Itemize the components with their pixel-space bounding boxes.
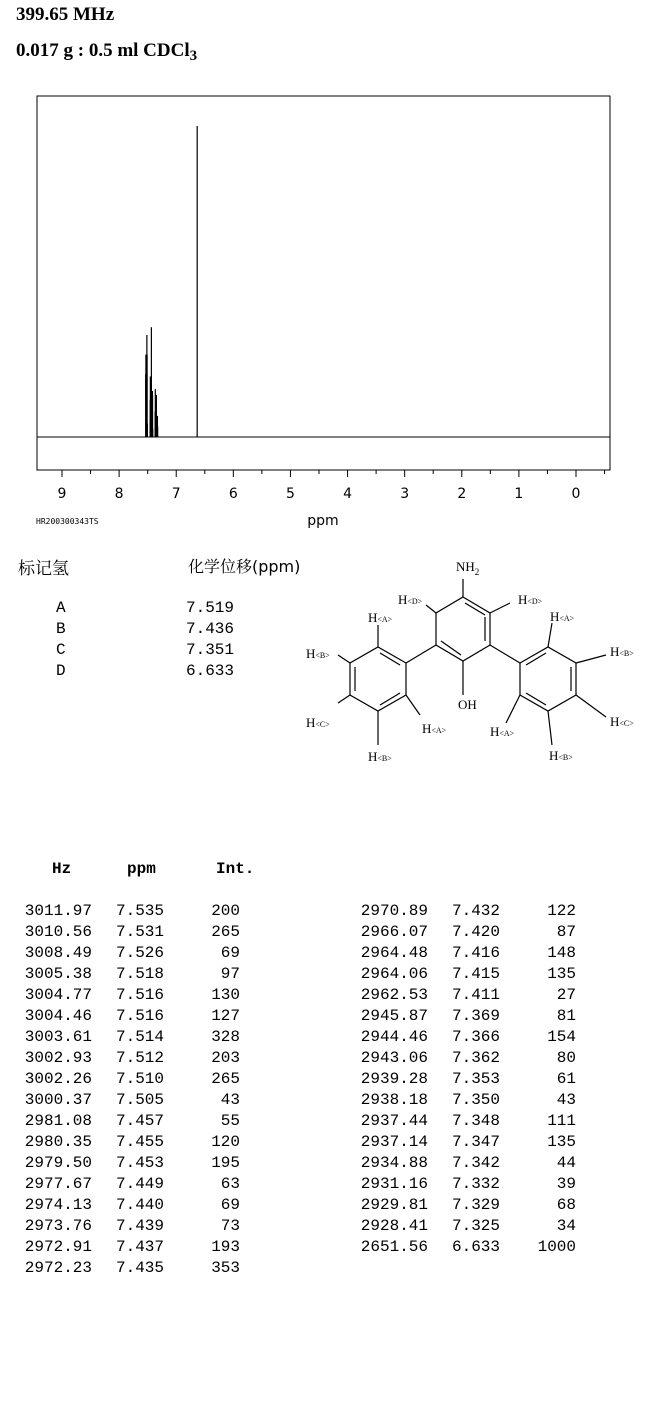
peak-int: 122 <box>547 902 576 920</box>
peak-ppm: 7.439 <box>115 1217 164 1235</box>
peak-int: 130 <box>211 986 240 1004</box>
peak-hz: 3008.49 <box>24 944 92 962</box>
h-label-a-bottom-right: H<A> <box>490 724 515 739</box>
peak-row <box>336 1006 576 1027</box>
h-label-a-top-right: H<A> <box>550 609 575 624</box>
sample-id: HR200300343TS <box>36 517 99 526</box>
peak-ppm: 7.512 <box>115 1049 164 1067</box>
peak-row <box>0 1111 240 1132</box>
peak-hz: 2943.06 <box>360 1049 428 1067</box>
peak-int: 353 <box>211 1259 240 1277</box>
assignment-row <box>56 661 234 682</box>
peak-int: 63 <box>220 1175 240 1193</box>
peak-row <box>0 1153 240 1174</box>
peak-ppm: 7.531 <box>115 923 164 941</box>
peak-int: 69 <box>220 944 240 962</box>
peak-int: 193 <box>211 1238 240 1256</box>
peak-hz: 3004.46 <box>24 1007 92 1025</box>
peak-ppm: 7.505 <box>115 1091 164 1109</box>
peak-ppm: 7.342 <box>451 1154 500 1172</box>
h-label-c-left: H<C> <box>306 715 330 730</box>
peak-row <box>336 1195 576 1216</box>
peak-hz: 2972.23 <box>24 1259 92 1277</box>
peak-int: 55 <box>220 1112 240 1130</box>
assignment-row <box>56 598 234 619</box>
peak-ppm: 7.329 <box>451 1196 500 1214</box>
peak-hz: 2945.87 <box>360 1007 428 1025</box>
sample-subscript: 3 <box>189 48 198 64</box>
peak-ppm: 7.415 <box>451 965 500 983</box>
peak-hz: 2964.06 <box>360 965 428 983</box>
peak-row <box>336 1174 576 1195</box>
molecule-structure <box>300 555 652 780</box>
peak-row <box>336 1216 576 1237</box>
h-label-d-right: H<D> <box>518 592 543 607</box>
peak-row <box>0 1069 240 1090</box>
assignment-shift: 6.633 <box>185 662 234 680</box>
peak-int: 127 <box>211 1007 240 1025</box>
peak-row <box>336 922 576 943</box>
peak-row <box>336 901 576 922</box>
nh2-label: $NH_2$ <box>456 559 480 577</box>
peak-hz: 2979.50 <box>24 1154 92 1172</box>
peak-int: 39 <box>556 1175 576 1193</box>
x-axis-ticks <box>58 470 605 502</box>
peak-ppm: 7.516 <box>115 1007 164 1025</box>
peak-row <box>0 1195 240 1216</box>
plot-frame <box>37 96 610 470</box>
x-tick-label: 7 <box>171 486 181 502</box>
peak-row <box>336 1090 576 1111</box>
peak-int: 148 <box>547 944 576 962</box>
peak-hz: 3010.56 <box>24 923 92 941</box>
peak-row <box>336 985 576 1006</box>
h-label-b-bottom-left: H<B> <box>368 749 392 764</box>
peak-int: 135 <box>547 1133 576 1151</box>
peak-row <box>336 1153 576 1174</box>
peak-hz: 3005.38 <box>24 965 92 983</box>
peak-int: 87 <box>556 923 576 941</box>
peak-int: 1000 <box>537 1238 576 1256</box>
int-header: Int. <box>216 860 255 878</box>
peak-row <box>336 1048 576 1069</box>
x-tick-label: 9 <box>57 486 67 502</box>
peak-table-right <box>336 901 576 1258</box>
peak-ppm: 7.514 <box>115 1028 164 1046</box>
peak-ppm: 7.366 <box>451 1028 500 1046</box>
peak-int: 43 <box>556 1091 576 1109</box>
peak-ppm: 7.353 <box>451 1070 500 1088</box>
h-label-b-left: H<B> <box>306 646 330 661</box>
x-tick-label: 5 <box>285 486 295 502</box>
peak-row <box>336 964 576 985</box>
h-label-a-top-left: H<A> <box>368 610 393 625</box>
peak-ppm: 7.416 <box>451 944 500 962</box>
assignment-table <box>56 598 234 682</box>
peak-ppm: 7.332 <box>451 1175 500 1193</box>
peak-int: 81 <box>556 1007 576 1025</box>
assign-col-shift: 化学位移(ppm) <box>188 557 301 576</box>
peak-ppm: 7.420 <box>451 923 500 941</box>
peak-ppm: 7.325 <box>451 1217 500 1235</box>
peak-row <box>0 901 240 922</box>
peak-ppm: 7.516 <box>115 986 164 1004</box>
peak-int: 44 <box>556 1154 576 1172</box>
assignment-row <box>56 640 234 661</box>
peak-hz: 2928.41 <box>360 1217 428 1235</box>
oh-label: OH <box>458 697 477 712</box>
peak-hz: 3000.37 <box>24 1091 92 1109</box>
peak-int: 68 <box>556 1196 576 1214</box>
peak-int: 111 <box>547 1112 576 1130</box>
peak-row <box>0 1216 240 1237</box>
peak-ppm: 6.633 <box>451 1238 500 1256</box>
peak-hz: 2970.89 <box>360 902 428 920</box>
peak-row <box>0 922 240 943</box>
x-tick-label: 3 <box>400 486 410 502</box>
peak-hz: 2934.88 <box>360 1154 428 1172</box>
peak-int: 135 <box>547 965 576 983</box>
peak-row <box>336 1069 576 1090</box>
peak-hz: 3002.93 <box>24 1049 92 1067</box>
peak-ppm: 7.449 <box>115 1175 164 1193</box>
peak-hz: 3003.61 <box>24 1028 92 1046</box>
peak-int: 43 <box>220 1091 240 1109</box>
h-label-a-bottom-left: H<A> <box>422 721 447 736</box>
nmr-spectrum-chart <box>0 0 652 545</box>
x-tick-label: 4 <box>343 486 353 502</box>
peak-row <box>0 1174 240 1195</box>
peak-int: 195 <box>211 1154 240 1172</box>
peak-int: 73 <box>220 1217 240 1235</box>
peak-ppm: 7.411 <box>451 986 500 1004</box>
peak-ppm: 7.455 <box>115 1133 164 1151</box>
molecule-labels <box>306 559 634 764</box>
peak-int: 80 <box>556 1049 576 1067</box>
peak-ppm: 7.435 <box>115 1259 164 1277</box>
peak-ppm: 7.369 <box>451 1007 500 1025</box>
peak-row <box>0 1048 240 1069</box>
peak-hz: 3002.26 <box>24 1070 92 1088</box>
peak-hz: 2962.53 <box>360 986 428 1004</box>
peak-hz: 2938.18 <box>360 1091 428 1109</box>
peak-row <box>0 1132 240 1153</box>
peak-int: 203 <box>211 1049 240 1067</box>
hz-header: Hz <box>52 860 72 878</box>
peak-int: 265 <box>211 1070 240 1088</box>
peak-int: 265 <box>211 923 240 941</box>
peak-table-left <box>0 901 240 1279</box>
peak-hz: 2981.08 <box>24 1112 92 1130</box>
peak-hz: 2964.48 <box>360 944 428 962</box>
peak-int: 154 <box>547 1028 576 1046</box>
peak-hz: 3011.97 <box>24 902 92 920</box>
peak-row <box>336 1111 576 1132</box>
spectrometer-frequency: 399.65 MHz <box>16 4 115 25</box>
peak-hz: 2977.67 <box>24 1175 92 1193</box>
peak-hz: 2980.35 <box>24 1133 92 1151</box>
peak-ppm: 7.526 <box>115 944 164 962</box>
peak-ppm: 7.510 <box>115 1070 164 1088</box>
peaks-group <box>146 126 198 437</box>
peak-int: 34 <box>556 1217 576 1235</box>
h-label-c-right: H<C> <box>610 714 634 729</box>
assignment-shift: 7.351 <box>185 641 234 659</box>
peak-row <box>0 1258 240 1279</box>
peak-ppm: 7.347 <box>451 1133 500 1151</box>
peak-ppm: 7.350 <box>451 1091 500 1109</box>
peak-ppm: 7.453 <box>115 1154 164 1172</box>
peak-row <box>0 1237 240 1258</box>
peak-ppm: 7.518 <box>115 965 164 983</box>
x-tick-label: 2 <box>457 486 467 502</box>
peak-ppm: 7.437 <box>115 1238 164 1256</box>
peak-int: 120 <box>211 1133 240 1151</box>
peak-row <box>0 943 240 964</box>
h-label-b-right: H<B> <box>610 644 634 659</box>
peak-hz: 2939.28 <box>360 1070 428 1088</box>
peak-hz: 2937.14 <box>360 1133 428 1151</box>
x-tick-label: 1 <box>514 486 524 502</box>
assignment-label: C <box>56 641 66 659</box>
peak-hz: 2651.56 <box>360 1238 428 1256</box>
peak-hz: 2974.13 <box>24 1196 92 1214</box>
peak-ppm: 7.535 <box>115 902 164 920</box>
peak-hz: 2973.76 <box>24 1217 92 1235</box>
assign-col-label: 标记氢 <box>18 559 69 579</box>
h-label-b-bottom-right: H<B> <box>549 748 573 763</box>
assignment-label: D <box>56 662 66 680</box>
peak-ppm: 7.457 <box>115 1112 164 1130</box>
molecule-bonds <box>338 579 606 745</box>
x-tick-label: 6 <box>228 486 238 502</box>
peak-int: 69 <box>220 1196 240 1214</box>
assignment-shift: 7.519 <box>185 599 234 617</box>
assignment-row <box>56 619 234 640</box>
peak-row <box>336 1132 576 1153</box>
peak-int: 27 <box>556 986 576 1004</box>
x-tick-label: 8 <box>114 486 124 502</box>
ppm-header: ppm <box>127 860 156 878</box>
peak-int: 200 <box>211 902 240 920</box>
peak-hz: 2937.44 <box>360 1112 428 1130</box>
x-tick-label: 0 <box>571 486 581 502</box>
peak-ppm: 7.440 <box>115 1196 164 1214</box>
sample-text: 0.017 g : 0.5 ml CDCl <box>16 40 190 61</box>
peak-row <box>0 1006 240 1027</box>
assignment-label: B <box>56 620 66 638</box>
peak-row <box>336 1027 576 1048</box>
peak-ppm: 7.432 <box>451 902 500 920</box>
peak-int: 61 <box>556 1070 576 1088</box>
peak-row <box>0 964 240 985</box>
x-axis-label: ppm <box>307 513 339 529</box>
peak-row <box>336 943 576 964</box>
peak-hz: 3004.77 <box>24 986 92 1004</box>
peak-row <box>336 1237 576 1258</box>
peak-row <box>0 1027 240 1048</box>
peak-ppm: 7.362 <box>451 1049 500 1067</box>
peak-ppm: 7.348 <box>451 1112 500 1130</box>
peak-hz: 2944.46 <box>360 1028 428 1046</box>
peak-int: 328 <box>211 1028 240 1046</box>
peak-row <box>0 1090 240 1111</box>
peak-int: 97 <box>220 965 240 983</box>
peak-row <box>0 985 240 1006</box>
h-label-d-left: H<D> <box>398 592 423 607</box>
peak-hz: 2966.07 <box>360 923 428 941</box>
peak-hz: 2972.91 <box>24 1238 92 1256</box>
assignment-label: A <box>56 599 66 617</box>
peak-hz: 2931.16 <box>360 1175 428 1193</box>
peak-hz: 2929.81 <box>360 1196 428 1214</box>
assignment-shift: 7.436 <box>185 620 234 638</box>
